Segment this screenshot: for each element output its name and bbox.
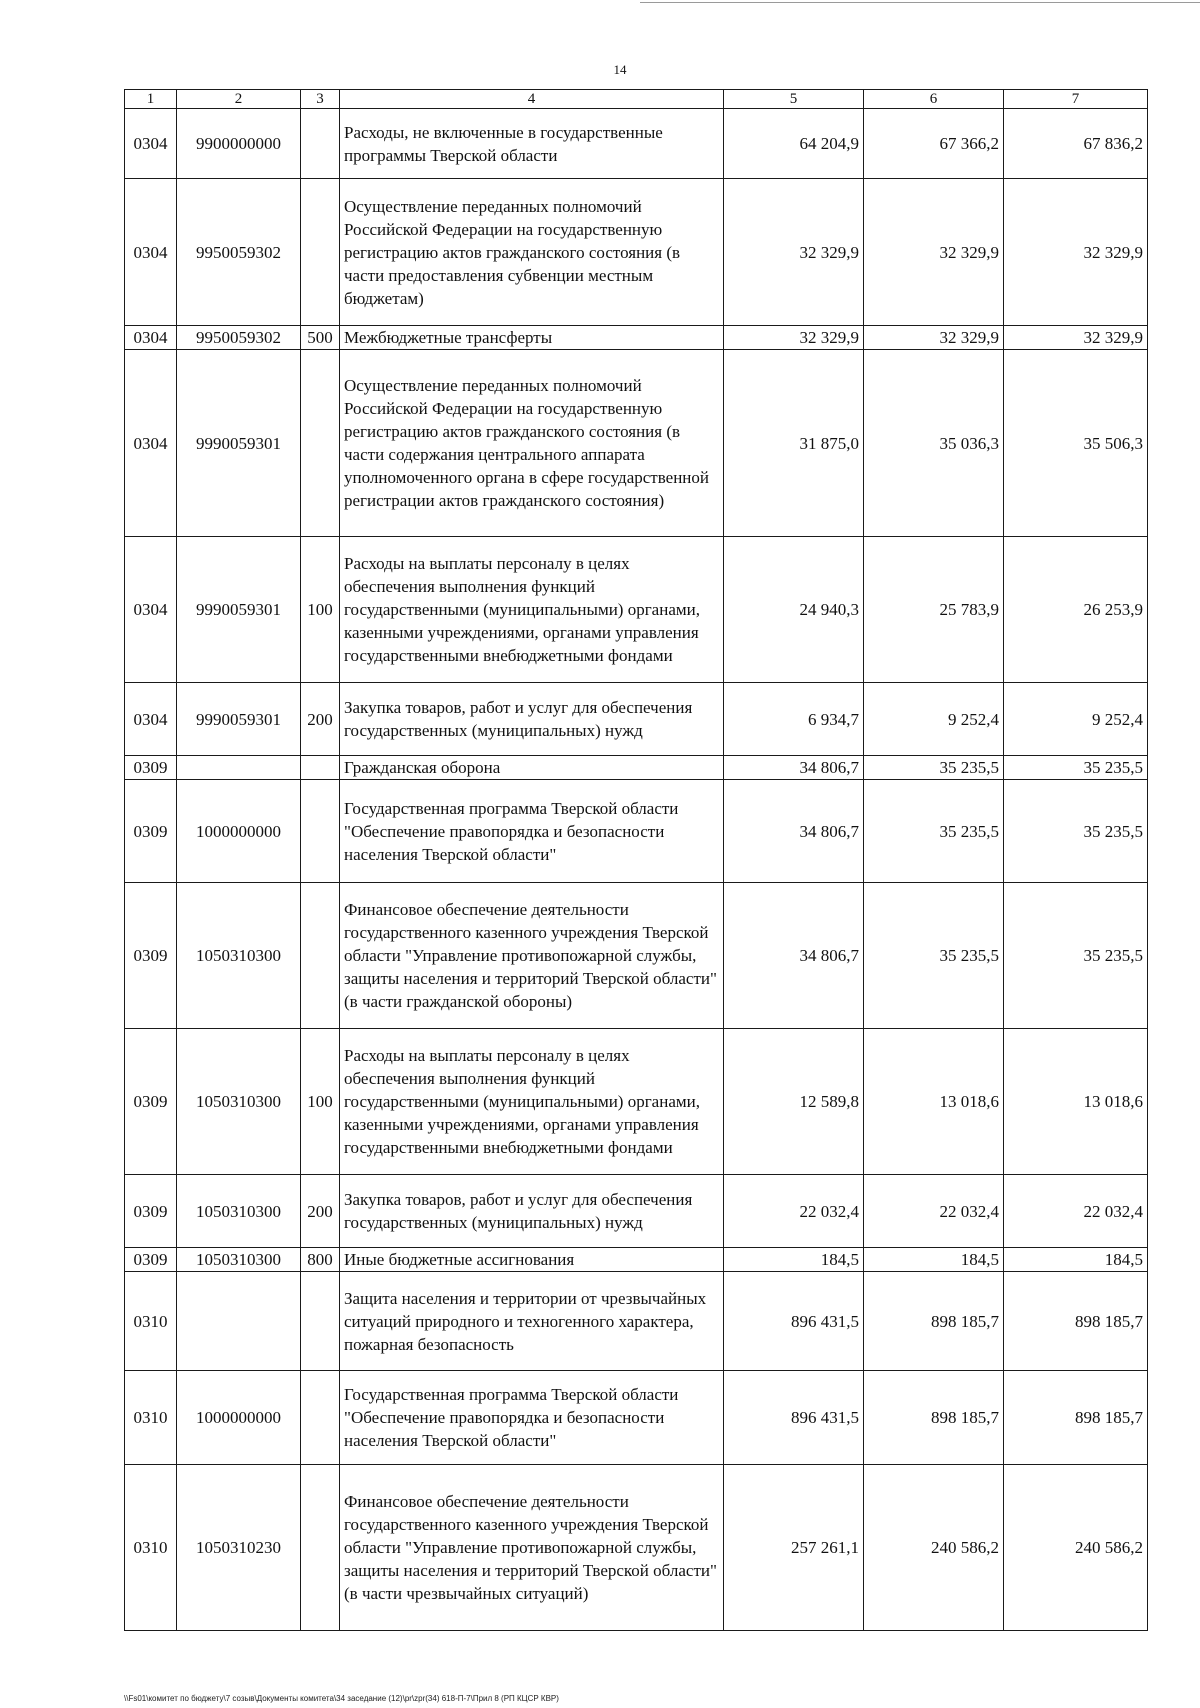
section-code: 0304 [125,683,177,756]
table-row [125,1465,1148,1631]
section-code: 0309 [125,1175,177,1248]
column-header: 3 [301,90,340,109]
amount-col7: 32 329,9 [1004,326,1148,350]
target-article-code: 9990059301 [177,537,301,683]
amount-col6: 898 185,7 [864,1272,1004,1371]
row-description: Защита населения и территории от чрезвычайных ситуаций природного и техногенного характера, пожарная безопасность [340,1272,724,1371]
target-article-code: 9950059302 [177,326,301,350]
table-row [125,780,1148,883]
amount-col7: 9 252,4 [1004,683,1148,756]
table-row [125,326,1148,350]
target-article-code: 1050310300 [177,1029,301,1175]
target-article-code: 9950059302 [177,179,301,326]
amount-col6: 9 252,4 [864,683,1004,756]
section-code: 0310 [125,1465,177,1631]
expense-type-code [301,1371,340,1465]
expense-type-code [301,1465,340,1631]
target-article-code [177,756,301,780]
expense-type-code: 100 [301,537,340,683]
amount-col7: 898 185,7 [1004,1371,1148,1465]
amount-col7: 184,5 [1004,1248,1148,1272]
table-row [125,350,1148,537]
amount-col6: 35 235,5 [864,756,1004,780]
amount-col6: 898 185,7 [864,1371,1004,1465]
section-code: 0309 [125,1029,177,1175]
expense-type-code: 200 [301,1175,340,1248]
row-description: Гражданская оборона [340,756,724,780]
amount-col7: 22 032,4 [1004,1175,1148,1248]
column-header: 2 [177,90,301,109]
target-article-code: 9990059301 [177,683,301,756]
target-article-code: 1050310230 [177,1465,301,1631]
section-code: 0304 [125,537,177,683]
table-row [125,109,1148,179]
amount-col7: 26 253,9 [1004,537,1148,683]
section-code: 0304 [125,179,177,326]
amount-col5: 896 431,5 [724,1272,864,1371]
row-description: Финансовое обеспечение деятельности государственного казенного учреждения Тверской области "Управление противопожарной службы, защиты населения и территорий Тверской области" (в части гражданской обороны) [340,883,724,1029]
table-row [125,1175,1148,1248]
target-article-code: 1000000000 [177,1371,301,1465]
amount-col5: 24 940,3 [724,537,864,683]
row-description: Финансовое обеспечение деятельности государственного казенного учреждения Тверской области "Управление противопожарной службы, защиты населения и территорий Тверской области" (в части чрезвычайных ситуаций) [340,1465,724,1631]
expense-type-code [301,1272,340,1371]
column-header: 7 [1004,90,1148,109]
section-code: 0309 [125,780,177,883]
column-header: 5 [724,90,864,109]
column-header: 4 [340,90,724,109]
amount-col6: 35 036,3 [864,350,1004,537]
amount-col5: 22 032,4 [724,1175,864,1248]
amount-col7: 67 836,2 [1004,109,1148,179]
table-row [125,1029,1148,1175]
table-row [125,1371,1148,1465]
amount-col6: 35 235,5 [864,780,1004,883]
expense-type-code [301,350,340,537]
expense-type-code: 500 [301,326,340,350]
section-code: 0310 [125,1371,177,1465]
row-description: Осуществление переданных полномочий Российской Федерации на государственную регистрацию актов гражданского состояния (в части предоставления субвенции местным бюджетам) [340,179,724,326]
table-row [125,756,1148,780]
amount-col7: 240 586,2 [1004,1465,1148,1631]
target-article-code: 1050310300 [177,883,301,1029]
row-description: Закупка товаров, работ и услуг для обеспечения государственных (муниципальных) нужд [340,1175,724,1248]
column-header: 6 [864,90,1004,109]
amount-col5: 257 261,1 [724,1465,864,1631]
amount-col6: 240 586,2 [864,1465,1004,1631]
table-row [125,1272,1148,1371]
scan-edge-line [640,2,1200,3]
table-row [125,537,1148,683]
amount-col6: 22 032,4 [864,1175,1004,1248]
row-description: Государственная программа Тверской области "Обеспечение правопорядка и безопасности населения Тверской области" [340,1371,724,1465]
expense-type-code: 800 [301,1248,340,1272]
footer-file-path: \\Fs01\комитет по бюджету\7 созыв\Документы комитета\34 заседание (12)\pr\zpr(34) 618-П-7\Прил 8 (РП КЦСР КВР) [124,1694,559,1703]
expense-type-code: 100 [301,1029,340,1175]
expense-type-code [301,883,340,1029]
amount-col5: 34 806,7 [724,883,864,1029]
table-row [125,179,1148,326]
row-description: Закупка товаров, работ и услуг для обеспечения государственных (муниципальных) нужд [340,683,724,756]
row-description: Иные бюджетные ассигнования [340,1248,724,1272]
amount-col7: 32 329,9 [1004,179,1148,326]
table-row [125,883,1148,1029]
table-row [125,683,1148,756]
amount-col6: 25 783,9 [864,537,1004,683]
amount-col7: 35 235,5 [1004,756,1148,780]
amount-col5: 896 431,5 [724,1371,864,1465]
section-code: 0310 [125,1272,177,1371]
amount-col5: 31 875,0 [724,350,864,537]
expense-type-code [301,179,340,326]
target-article-code: 9990059301 [177,350,301,537]
table-row [125,1248,1148,1272]
amount-col5: 32 329,9 [724,179,864,326]
amount-col7: 898 185,7 [1004,1272,1148,1371]
amount-col6: 67 366,2 [864,109,1004,179]
amount-col7: 35 235,5 [1004,780,1148,883]
expense-type-code [301,780,340,883]
page-number: 14 [613,62,627,77]
section-code: 0304 [125,350,177,537]
amount-col7: 35 235,5 [1004,883,1148,1029]
amount-col5: 34 806,7 [724,780,864,883]
expense-type-code: 200 [301,683,340,756]
amount-col6: 32 329,9 [864,326,1004,350]
row-description: Межбюджетные трансферты [340,326,724,350]
row-description: Расходы на выплаты персоналу в целях обеспечения выполнения функций государственными (муниципальными) органами, казенными учреждениями, органами управления государственными внебюджетными фондами [340,1029,724,1175]
amount-col5: 184,5 [724,1248,864,1272]
amount-col6: 13 018,6 [864,1029,1004,1175]
budget-table [124,89,1148,1631]
section-code: 0309 [125,1248,177,1272]
section-code: 0304 [125,109,177,179]
target-article-code: 1000000000 [177,780,301,883]
amount-col5: 6 934,7 [724,683,864,756]
expense-type-code [301,109,340,179]
target-article-code: 1050310300 [177,1248,301,1272]
expense-type-code [301,756,340,780]
amount-col5: 12 589,8 [724,1029,864,1175]
section-code: 0304 [125,326,177,350]
row-description: Расходы, не включенные в государственные программы Тверской области [340,109,724,179]
row-description: Осуществление переданных полномочий Российской Федерации на государственную регистрацию актов гражданского состояния (в части содержания центрального аппарата уполномоченного органа в сфере государственной регистрации актов гражданского состояния) [340,350,724,537]
amount-col5: 64 204,9 [724,109,864,179]
section-code: 0309 [125,756,177,780]
amount-col6: 184,5 [864,1248,1004,1272]
target-article-code: 9900000000 [177,109,301,179]
amount-col5: 32 329,9 [724,326,864,350]
column-header: 1 [125,90,177,109]
header-row [125,90,1148,109]
amount-col7: 35 506,3 [1004,350,1148,537]
amount-col7: 13 018,6 [1004,1029,1148,1175]
amount-col6: 32 329,9 [864,179,1004,326]
section-code: 0309 [125,883,177,1029]
row-description: Расходы на выплаты персоналу в целях обеспечения выполнения функций государственными (муниципальными) органами, казенными учреждениями, органами управления государственными внебюджетными фондами [340,537,724,683]
amount-col6: 35 235,5 [864,883,1004,1029]
target-article-code: 1050310300 [177,1175,301,1248]
amount-col5: 34 806,7 [724,756,864,780]
row-description: Государственная программа Тверской области "Обеспечение правопорядка и безопасности населения Тверской области" [340,780,724,883]
target-article-code [177,1272,301,1371]
